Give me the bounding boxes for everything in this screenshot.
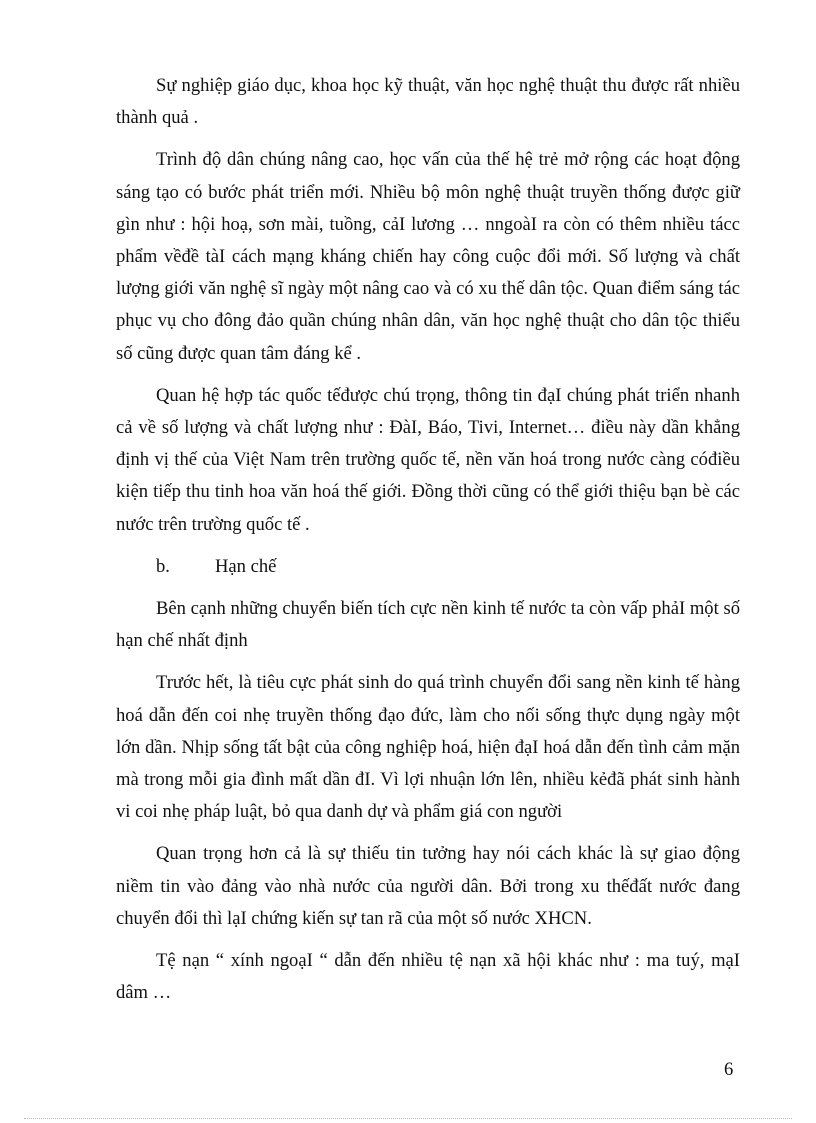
- section-heading-limitations: [116, 551, 740, 583]
- page-bottom-divider: [24, 1118, 792, 1119]
- paragraph-international-cooperation: Quan hệ hợp tác quốc tếđược chú trọng, thông tin đạI chúng phát triển nhanh cả về số lượng và chất lượng như : ĐàI, Báo, Tivi, Internet… điều này dần khẳng định vị thế của Việt Nam trên trường quốc tế, nền văn hoá trong nước càng cóđiều kiện tiếp thu tinh hoa văn hoá thế giới. Đồng thời cũng có thể giới thiệu bạn bè các nước trên trường quốc tế .: [116, 384, 740, 535]
- page-number: 6: [724, 1059, 734, 1080]
- paragraph-public-education-level: Trình độ dân chúng nâng cao, học vấn của thế hệ trẻ mở rộng các hoạt động sáng tạo có bước phát triển mới. Nhiều bộ môn nghệ thuật truyền thống được giữ gìn như : hội hoạ, sơn mài, tuồng, cảI lương … nngoàI ra còn có thêm nhiều tácc phẩm vềđề tàI cách mạng kháng chiến hay công cuộc đổi mới. Số lượng và chất lượng giới văn nghệ sĩ ngày một nâng cao và có xu thế dân tộc. Quan điểm sáng tác phục vụ cho đông đảo quần chúng nhân dân, văn học nghệ thuật cho dân tộc thiểu số cũng được quan tâm đáng kể .: [116, 149, 740, 364]
- paragraph-trust-decline: Quan trọng hơn cả là sự thiếu tin tưởng hay nói cách khác là sự giao động niềm tin vào đảng vào nhà nước của người dân. Bởi trong xu thếđất nước đang chuyển đổi thì lạI chứng kiến sự tan rã của một số nước XHCN.: [116, 843, 740, 929]
- page-content: [116, 70, 740, 1019]
- paragraph-education-achievements: Sự nghiệp giáo dục, khoa học kỹ thuật, văn học nghệ thuật thu được rất nhiều thành quả .: [116, 75, 740, 129]
- section-title: Hạn chế: [215, 555, 277, 577]
- paragraph-negative-effects: Trước hết, là tiêu cực phát sinh do quá trình chuyển đổi sang nền kinh tế hàng hoá dẫn đến coi nhẹ truyền thống đạo đức, làm cho nối sống thực dụng ngày một lớn dần. Nhịp sống tất bật của công nghiệp hoá, hiện đạI hoá dẫn đến tình cảm mặn mà trong mỗi gia đình mất dần đI. Vì lợi nhuận lớn lên, nhiều kẻđã phát sinh hành vi coi nhẹ pháp luật, bỏ qua danh dự và phẩm giá con người: [116, 672, 740, 823]
- paragraph-limitations-intro: Bên cạnh những chuyển biến tích cực nền kinh tế nước ta còn vấp phảI một số hạn chế nhất định: [116, 598, 740, 652]
- paragraph-social-evils: Tệ nạn “ xính ngoạI “ dẫn đến nhiều tệ nạn xã hội khác như : ma tuý, mạI dâm …: [116, 950, 740, 1004]
- section-number: b.: [156, 555, 170, 577]
